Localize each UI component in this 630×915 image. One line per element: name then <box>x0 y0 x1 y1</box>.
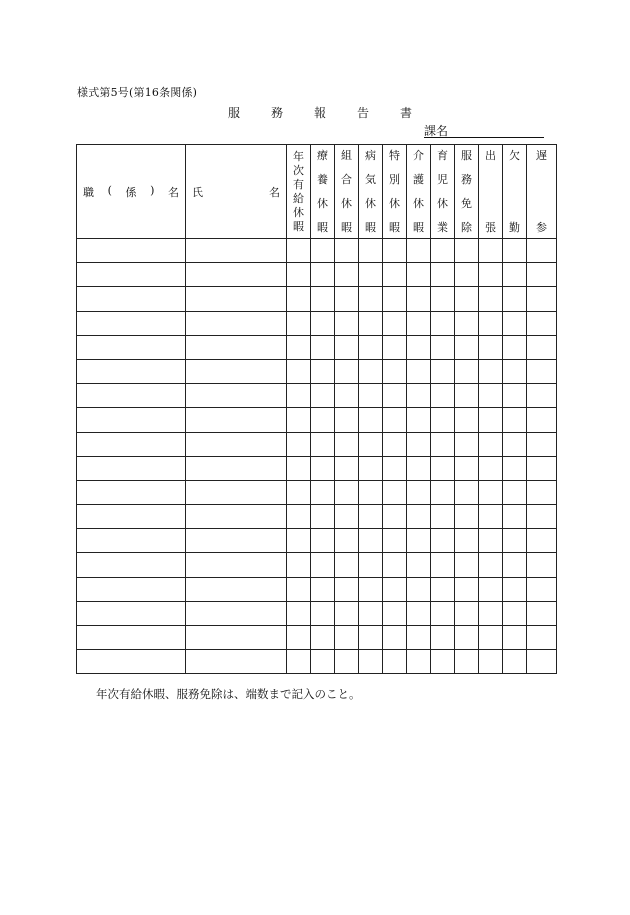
late-arrival-header: 遅 参 <box>527 145 557 239</box>
entry-cell[interactable] <box>527 626 557 650</box>
position-cell[interactable] <box>77 335 186 359</box>
entry-cell[interactable] <box>335 456 359 480</box>
table-row <box>77 335 557 359</box>
title-char: 書 <box>400 106 413 120</box>
position-cell[interactable] <box>77 505 186 529</box>
entry-cell[interactable] <box>527 384 557 408</box>
name-cell[interactable] <box>186 408 287 432</box>
entry-cell[interactable] <box>335 335 359 359</box>
entry-cell[interactable] <box>407 432 431 456</box>
entry-cell[interactable] <box>527 408 557 432</box>
entry-cell[interactable] <box>407 553 431 577</box>
entry-cell[interactable] <box>335 626 359 650</box>
medical-leave-header: 療 養 休 暇 <box>311 145 335 239</box>
entry-cell[interactable] <box>311 529 335 553</box>
entry-cell[interactable] <box>431 432 455 456</box>
entry-cell[interactable] <box>479 408 503 432</box>
position-cell[interactable] <box>77 408 186 432</box>
entry-cell[interactable] <box>455 650 479 674</box>
entry-cell[interactable] <box>503 553 527 577</box>
entry-cell[interactable] <box>455 456 479 480</box>
entry-cell[interactable] <box>503 359 527 383</box>
entry-cell[interactable] <box>479 263 503 287</box>
entry-cell[interactable] <box>335 239 359 263</box>
entry-cell[interactable] <box>527 359 557 383</box>
entry-cell[interactable] <box>407 408 431 432</box>
entry-cell[interactable] <box>431 384 455 408</box>
table-row <box>77 553 557 577</box>
name-cell[interactable] <box>186 650 287 674</box>
entry-cell[interactable] <box>431 456 455 480</box>
entry-cell[interactable] <box>407 456 431 480</box>
entry-cell[interactable] <box>407 650 431 674</box>
entry-cell[interactable] <box>311 601 335 625</box>
duty-exemption-header: 服 務 免 除 <box>455 145 479 239</box>
business-trip-header: 出 張 <box>479 145 503 239</box>
entry-cell[interactable] <box>383 239 407 263</box>
entry-cell[interactable] <box>383 529 407 553</box>
entry-cell[interactable] <box>359 384 383 408</box>
entry-cell[interactable] <box>287 432 311 456</box>
report-table <box>76 144 557 674</box>
special-leave-header: 特 別 休 暇 <box>383 145 407 239</box>
entry-cell[interactable] <box>383 505 407 529</box>
entry-cell[interactable] <box>311 384 335 408</box>
entry-cell[interactable] <box>431 650 455 674</box>
entry-cell[interactable] <box>359 577 383 601</box>
entry-cell[interactable] <box>479 311 503 335</box>
entry-cell[interactable] <box>335 263 359 287</box>
entry-cell[interactable] <box>359 480 383 504</box>
entry-cell[interactable] <box>287 529 311 553</box>
entry-cell[interactable] <box>311 505 335 529</box>
entry-cell[interactable] <box>335 529 359 553</box>
entry-cell[interactable] <box>479 553 503 577</box>
entry-cell[interactable] <box>479 577 503 601</box>
entry-cell[interactable] <box>503 601 527 625</box>
entry-cell[interactable] <box>479 601 503 625</box>
department-field[interactable] <box>424 122 544 138</box>
table-row <box>77 505 557 529</box>
entry-cell[interactable] <box>431 553 455 577</box>
title-char: 務 <box>271 106 284 120</box>
entry-cell[interactable] <box>479 626 503 650</box>
entry-cell[interactable] <box>407 359 431 383</box>
entry-cell[interactable] <box>383 335 407 359</box>
entry-cell[interactable] <box>503 480 527 504</box>
entry-cell[interactable] <box>311 480 335 504</box>
entry-cell[interactable] <box>407 626 431 650</box>
entry-cell[interactable] <box>407 529 431 553</box>
position-cell[interactable] <box>77 456 186 480</box>
entry-cell[interactable] <box>479 239 503 263</box>
entry-cell[interactable] <box>335 408 359 432</box>
absence-header: 欠 勤 <box>503 145 527 239</box>
table-row <box>77 601 557 625</box>
entry-cell[interactable] <box>335 287 359 311</box>
entry-cell[interactable] <box>479 384 503 408</box>
entry-cell[interactable] <box>287 601 311 625</box>
entry-cell[interactable] <box>311 359 335 383</box>
entry-cell[interactable] <box>335 480 359 504</box>
entry-cell[interactable] <box>335 384 359 408</box>
entry-cell[interactable] <box>455 505 479 529</box>
entry-cell[interactable] <box>287 553 311 577</box>
entry-cell[interactable] <box>431 480 455 504</box>
footnote: 年次有給休暇、服務免除は、端数まで記入のこと。 <box>96 687 361 701</box>
entry-cell[interactable] <box>311 335 335 359</box>
entry-cell[interactable] <box>311 650 335 674</box>
entry-cell[interactable] <box>383 601 407 625</box>
entry-cell[interactable] <box>431 239 455 263</box>
entry-cell[interactable] <box>503 432 527 456</box>
entry-cell[interactable] <box>431 311 455 335</box>
table-row <box>77 263 557 287</box>
entry-cell[interactable] <box>407 263 431 287</box>
entry-cell[interactable] <box>287 577 311 601</box>
entry-cell[interactable] <box>359 505 383 529</box>
entry-cell[interactable] <box>359 263 383 287</box>
entry-cell[interactable] <box>527 239 557 263</box>
name-cell[interactable] <box>186 432 287 456</box>
entry-cell[interactable] <box>527 263 557 287</box>
entry-cell[interactable] <box>287 311 311 335</box>
entry-cell[interactable] <box>359 529 383 553</box>
entry-cell[interactable] <box>503 239 527 263</box>
header-row <box>77 145 557 239</box>
entry-cell[interactable] <box>407 384 431 408</box>
title-char: 報 <box>314 106 327 120</box>
name-cell[interactable] <box>186 311 287 335</box>
entry-cell[interactable] <box>287 287 311 311</box>
table-row <box>77 577 557 601</box>
entry-cell[interactable] <box>407 601 431 625</box>
entry-cell[interactable] <box>455 529 479 553</box>
entry-cell[interactable] <box>431 359 455 383</box>
name-cell[interactable] <box>186 287 287 311</box>
entry-cell[interactable] <box>455 335 479 359</box>
entry-cell[interactable] <box>479 335 503 359</box>
entry-cell[interactable] <box>287 263 311 287</box>
entry-cell[interactable] <box>359 553 383 577</box>
table-row <box>77 408 557 432</box>
position-cell[interactable] <box>77 650 186 674</box>
entry-cell[interactable] <box>359 432 383 456</box>
entry-cell[interactable] <box>383 432 407 456</box>
name-cell[interactable] <box>186 384 287 408</box>
entry-cell[interactable] <box>407 287 431 311</box>
name-cell[interactable] <box>186 626 287 650</box>
name-cell[interactable] <box>186 505 287 529</box>
table-row <box>77 480 557 504</box>
entry-cell[interactable] <box>311 626 335 650</box>
entry-cell[interactable] <box>287 650 311 674</box>
entry-cell[interactable] <box>479 480 503 504</box>
entry-cell[interactable] <box>527 601 557 625</box>
title-char: 告 <box>357 106 370 120</box>
entry-cell[interactable] <box>527 287 557 311</box>
entry-cell[interactable] <box>479 650 503 674</box>
entry-cell[interactable] <box>455 239 479 263</box>
entry-cell[interactable] <box>527 553 557 577</box>
entry-cell[interactable] <box>455 601 479 625</box>
position-cell[interactable] <box>77 529 186 553</box>
position-header: 職 ( 係 ) 名 <box>77 145 186 239</box>
table-row <box>77 529 557 553</box>
entry-cell[interactable] <box>311 577 335 601</box>
position-cell[interactable] <box>77 626 186 650</box>
entry-cell[interactable] <box>431 505 455 529</box>
entry-cell[interactable] <box>287 480 311 504</box>
entry-cell[interactable] <box>479 505 503 529</box>
entry-cell[interactable] <box>431 577 455 601</box>
position-cell[interactable] <box>77 287 186 311</box>
position-cell[interactable] <box>77 239 186 263</box>
entry-cell[interactable] <box>407 335 431 359</box>
entry-cell[interactable] <box>335 359 359 383</box>
position-cell[interactable] <box>77 601 186 625</box>
table-body <box>77 239 557 674</box>
entry-cell[interactable] <box>503 529 527 553</box>
position-cell[interactable] <box>77 577 186 601</box>
entry-cell[interactable] <box>359 408 383 432</box>
entry-cell[interactable] <box>335 432 359 456</box>
entry-cell[interactable] <box>359 650 383 674</box>
entry-cell[interactable] <box>527 650 557 674</box>
entry-cell[interactable] <box>527 432 557 456</box>
entry-cell[interactable] <box>383 577 407 601</box>
table-row <box>77 359 557 383</box>
name-cell[interactable] <box>186 480 287 504</box>
entry-cell[interactable] <box>383 650 407 674</box>
entry-cell[interactable] <box>455 480 479 504</box>
entry-cell[interactable] <box>335 553 359 577</box>
entry-cell[interactable] <box>335 505 359 529</box>
entry-cell[interactable] <box>527 480 557 504</box>
table-row <box>77 287 557 311</box>
position-cell[interactable] <box>77 384 186 408</box>
name-cell[interactable] <box>186 601 287 625</box>
entry-cell[interactable] <box>527 335 557 359</box>
entry-cell[interactable] <box>311 408 335 432</box>
entry-cell[interactable] <box>431 408 455 432</box>
table-row <box>77 384 557 408</box>
position-cell[interactable] <box>77 432 186 456</box>
entry-cell[interactable] <box>311 456 335 480</box>
entry-cell[interactable] <box>335 311 359 335</box>
entry-cell[interactable] <box>431 529 455 553</box>
entry-cell[interactable] <box>503 408 527 432</box>
entry-cell[interactable] <box>431 335 455 359</box>
entry-cell[interactable] <box>455 432 479 456</box>
position-cell[interactable] <box>77 359 186 383</box>
entry-cell[interactable] <box>527 311 557 335</box>
entry-cell[interactable] <box>479 287 503 311</box>
table-row <box>77 311 557 335</box>
name-cell[interactable] <box>186 529 287 553</box>
entry-cell[interactable] <box>479 456 503 480</box>
entry-cell[interactable] <box>431 263 455 287</box>
entry-cell[interactable] <box>287 335 311 359</box>
table-row <box>77 239 557 263</box>
position-cell[interactable] <box>77 311 186 335</box>
care-leave-header: 介 護 休 暇 <box>407 145 431 239</box>
entry-cell[interactable] <box>503 577 527 601</box>
entry-cell[interactable] <box>431 287 455 311</box>
entry-cell[interactable] <box>359 601 383 625</box>
table-row <box>77 650 557 674</box>
entry-cell[interactable] <box>503 650 527 674</box>
position-cell[interactable] <box>77 263 186 287</box>
entry-cell[interactable] <box>287 239 311 263</box>
entry-cell[interactable] <box>455 287 479 311</box>
entry-cell[interactable] <box>383 408 407 432</box>
entry-cell[interactable] <box>407 239 431 263</box>
entry-cell[interactable] <box>455 263 479 287</box>
table-row <box>77 432 557 456</box>
entry-cell[interactable] <box>359 335 383 359</box>
entry-cell[interactable] <box>311 239 335 263</box>
entry-cell[interactable] <box>431 601 455 625</box>
entry-cell[interactable] <box>503 456 527 480</box>
entry-cell[interactable] <box>359 626 383 650</box>
entry-cell[interactable] <box>335 650 359 674</box>
annual-leave-header: 年 次 有 給 休 暇 <box>287 145 311 239</box>
entry-cell[interactable] <box>455 384 479 408</box>
entry-cell[interactable] <box>527 577 557 601</box>
entry-cell[interactable] <box>431 626 455 650</box>
entry-cell[interactable] <box>383 287 407 311</box>
entry-cell[interactable] <box>527 456 557 480</box>
name-cell[interactable] <box>186 239 287 263</box>
title-char: 服 <box>228 106 241 120</box>
entry-cell[interactable] <box>407 577 431 601</box>
entry-cell[interactable] <box>479 529 503 553</box>
entry-cell[interactable] <box>383 553 407 577</box>
entry-cell[interactable] <box>527 529 557 553</box>
name-cell[interactable] <box>186 263 287 287</box>
entry-cell[interactable] <box>311 287 335 311</box>
entry-cell[interactable] <box>479 432 503 456</box>
entry-cell[interactable] <box>455 577 479 601</box>
entry-cell[interactable] <box>455 626 479 650</box>
entry-cell[interactable] <box>287 456 311 480</box>
entry-cell[interactable] <box>503 626 527 650</box>
entry-cell[interactable] <box>455 553 479 577</box>
entry-cell[interactable] <box>359 239 383 263</box>
entry-cell[interactable] <box>503 335 527 359</box>
entry-cell[interactable] <box>479 359 503 383</box>
entry-cell[interactable] <box>311 311 335 335</box>
entry-cell[interactable] <box>503 263 527 287</box>
entry-cell[interactable] <box>455 311 479 335</box>
entry-cell[interactable] <box>503 311 527 335</box>
entry-cell[interactable] <box>455 408 479 432</box>
entry-cell[interactable] <box>383 456 407 480</box>
sick-leave-header: 病 気 休 暇 <box>359 145 383 239</box>
entry-cell[interactable] <box>359 287 383 311</box>
entry-cell[interactable] <box>527 505 557 529</box>
entry-cell[interactable] <box>335 601 359 625</box>
entry-cell[interactable] <box>287 408 311 432</box>
childcare-leave-header: 育 児 休 業 <box>431 145 455 239</box>
entry-cell[interactable] <box>383 311 407 335</box>
entry-cell[interactable] <box>311 553 335 577</box>
entry-cell[interactable] <box>383 626 407 650</box>
entry-cell[interactable] <box>503 287 527 311</box>
entry-cell[interactable] <box>287 626 311 650</box>
position-cell[interactable] <box>77 480 186 504</box>
table-row <box>77 456 557 480</box>
name-cell[interactable] <box>186 359 287 383</box>
entry-cell[interactable] <box>311 263 335 287</box>
entry-cell[interactable] <box>359 456 383 480</box>
name-cell[interactable] <box>186 456 287 480</box>
entry-cell[interactable] <box>383 384 407 408</box>
table-row <box>77 626 557 650</box>
entry-cell[interactable] <box>359 359 383 383</box>
entry-cell[interactable] <box>383 359 407 383</box>
name-cell[interactable] <box>186 577 287 601</box>
entry-cell[interactable] <box>287 384 311 408</box>
entry-cell[interactable] <box>287 359 311 383</box>
entry-cell[interactable] <box>455 359 479 383</box>
document-title <box>228 104 443 121</box>
entry-cell[interactable] <box>407 480 431 504</box>
entry-cell[interactable] <box>503 384 527 408</box>
entry-cell[interactable] <box>359 311 383 335</box>
entry-cell[interactable] <box>407 505 431 529</box>
entry-cell[interactable] <box>383 263 407 287</box>
department-label: 課名 <box>424 124 449 138</box>
entry-cell[interactable] <box>503 505 527 529</box>
name-header: 氏 名 <box>186 145 287 239</box>
entry-cell[interactable] <box>335 577 359 601</box>
form-number: 様式第5号(第16条関係) <box>77 86 198 99</box>
entry-cell[interactable] <box>287 505 311 529</box>
entry-cell[interactable] <box>407 311 431 335</box>
union-leave-header: 組 合 休 暇 <box>335 145 359 239</box>
entry-cell[interactable] <box>383 480 407 504</box>
position-cell[interactable] <box>77 553 186 577</box>
name-cell[interactable] <box>186 553 287 577</box>
entry-cell[interactable] <box>311 432 335 456</box>
name-cell[interactable] <box>186 335 287 359</box>
